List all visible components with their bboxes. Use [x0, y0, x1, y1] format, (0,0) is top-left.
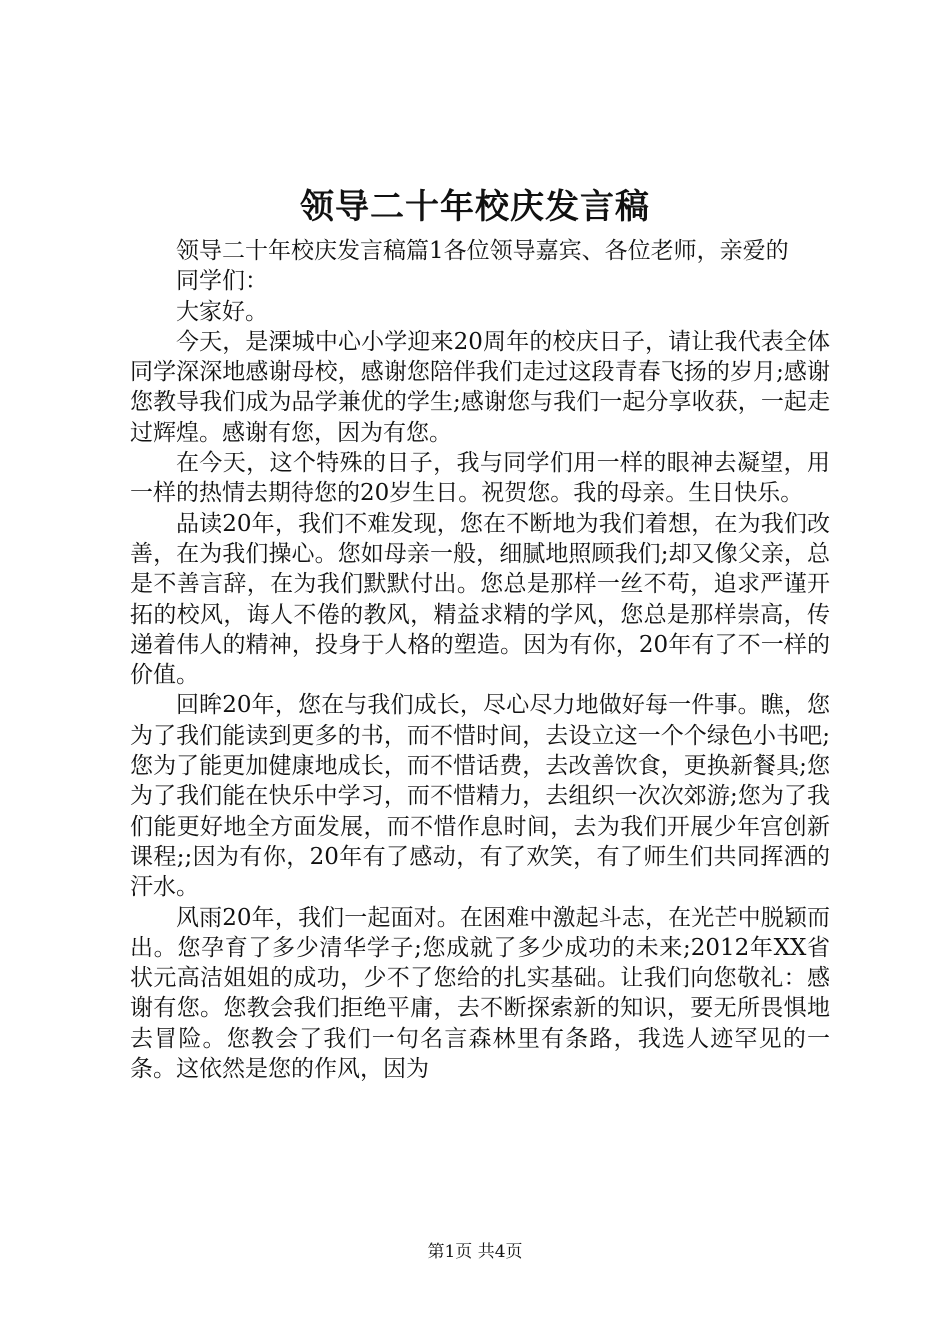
- document-title: 领导二十年校庆发言稿: [300, 187, 650, 227]
- paragraph-6: 品读20年，我们不难发现，您在不断地为我们着想，在为我们改善，在为我们操心。您如母亲一般，细腻地照顾我们;却又像父亲，总是不善言辞，在为我们默默付出。您总是那样一丝不苟，追求严谨开拓的校风，诲人不倦的教风，精益求精的学风，您总是那样崇高，传递着伟人的精神，投身于人格的塑造。因为有你，20年有了不一样的价值。: [130, 510, 830, 689]
- paragraph-4: 今天，是溧城中心小学迎来20周年的校庆日子，请让我代表全体同学深深地感谢母校，感谢您陪伴我们走过这段青春飞扬的岁月;感谢您教导我们成为品学兼优的学生;感谢您与我们一起分享收获，一起走过辉煌。感谢有您，因为有您。: [130, 328, 830, 446]
- document-body: [130, 236, 830, 1084]
- paragraph-1: 领导二十年校庆发言稿篇1各位领导嘉宾、各位老师，亲爱的: [176, 238, 789, 264]
- paragraph-2: 同学们：: [176, 268, 268, 295]
- paragraph-5: 在今天，这个特殊的日子，我与同学们用一样的眼神去凝望，用一样的热情去期待您的20岁生日。祝贺您。我的母亲。生日快乐。: [130, 450, 830, 507]
- page-footer: 第1页 共4页: [427, 1242, 523, 1262]
- paragraph-3: 大家好。: [176, 298, 268, 325]
- paragraph-8: 风雨20年，我们一起面对。在困难中激起斗志，在光芒中脱颖而出。您孕育了多少清华学子;您成就了多少成功的未来;2012年XX省状元高洁姐姐的成功，少不了您给的扎实基础。让我们向您敬礼：感谢有您。您教会我们拒绝平庸，去不断探索新的知识，要无所畏惧地去冒险。您教会了我们一句名言森林里有条路，我选人迹罕见的一条。这依然是您的作风，因为: [130, 904, 830, 1083]
- paragraph-7: 回眸20年，您在与我们成长，尽心尽力地做好每一件事。瞧，您为了我们能读到更多的书，而不惜时间，去设立这一个个绿色小书吧;您为了能更加健康地成长，而不惜话费，去改善饮食，更换新餐具;您为了我们能在快乐中学习，而不惜精力，去组织一次次郊游;您为了我们能更好地全方面发展，而不惜作息时间，去为我们开展少年宫创新课程;;因为有你，20年有了感动，有了欢笑，有了师生们共同挥洒的汗水。: [130, 692, 830, 901]
